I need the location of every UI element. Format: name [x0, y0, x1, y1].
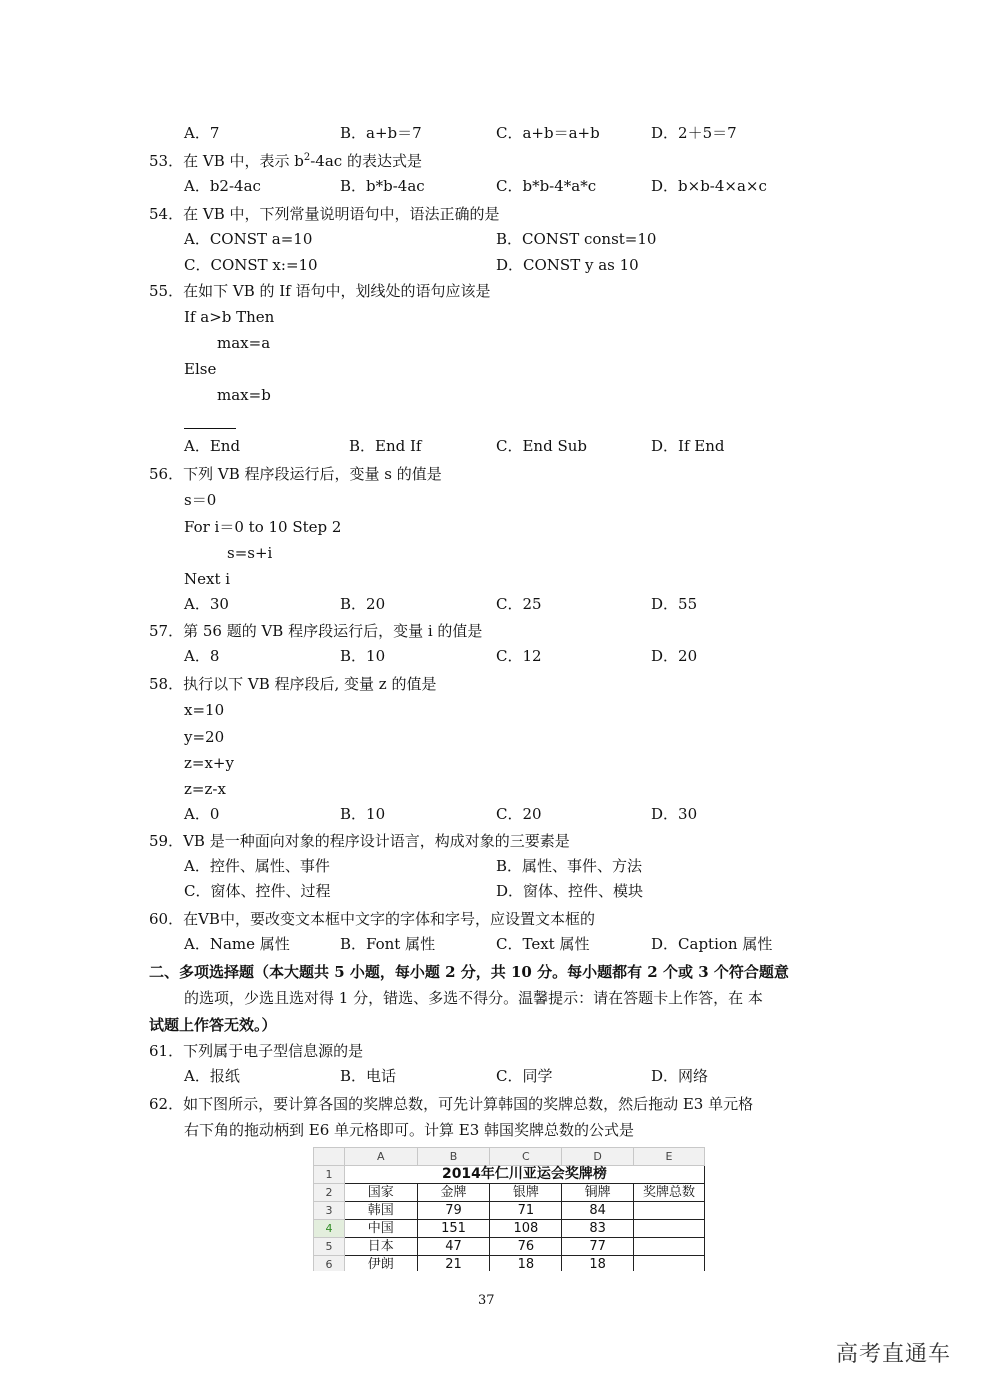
table-cell [634, 1202, 705, 1220]
q56-option-b: B．20 [340, 595, 386, 613]
q57-option-a: A．8 [184, 647, 220, 665]
sheet-title: 2014年仁川亚运会奖牌榜 [344, 1166, 704, 1184]
table-cell: 18 [562, 1256, 634, 1272]
header-cell-country: 国家 [344, 1184, 417, 1202]
q54-option-a: A．CONST a=10 [184, 230, 313, 248]
q59-option-a: A．控件、属性、事件 [184, 857, 330, 875]
q62-stem: 62．如下图所示，要计算各国的奖牌总数，可先计算韩国的奖牌总数，然后拖动 E3 单元格 [149, 1095, 754, 1113]
table-row [314, 1220, 705, 1238]
q56-option-d: D．55 [651, 595, 698, 613]
column-header-e: E [634, 1148, 705, 1166]
q52-option-c: C．a+b＝a+b [496, 124, 600, 142]
table-cell: 18 [490, 1256, 562, 1272]
table-cell: 76 [490, 1238, 562, 1256]
section2-heading: 二、多项选择题（本大题共 5 小题，每小题 2 分，共 10 分。每小题都有 2 个或 3 个符合题意 [149, 963, 789, 981]
q60-option-b: B．Font 属性 [340, 935, 436, 953]
table-cell: 韩国 [344, 1202, 417, 1220]
q58-code-line: z=z-x [184, 780, 226, 798]
q59-option-c: C．窗体、控件、过程 [184, 882, 331, 900]
q56-code-line: s＝0 [184, 491, 217, 509]
q61-option-d: D．网络 [651, 1067, 709, 1085]
table-cell [634, 1220, 705, 1238]
q56-option-a: A．30 [184, 595, 229, 613]
q58-option-b: B．10 [340, 805, 386, 823]
table-cell: 108 [490, 1220, 562, 1238]
column-header-b: B [417, 1148, 490, 1166]
medal-table-spreadsheet [313, 1147, 705, 1271]
q55-option-d: D．If End [651, 437, 725, 455]
row-number: 1 [314, 1166, 345, 1184]
header-cell-bronze: 铜牌 [562, 1184, 634, 1202]
q55-option-b: B．End If [349, 437, 422, 455]
q55-code-line: Else [184, 360, 217, 378]
q57-option-d: D．20 [651, 647, 698, 665]
row-number: 6 [314, 1256, 345, 1272]
column-header-row [314, 1148, 705, 1166]
q61-option-a: A．报纸 [184, 1067, 240, 1085]
spreadsheet-grid [313, 1147, 705, 1271]
q52-option-b: B．a+b＝7 [340, 124, 422, 142]
table-cell: 79 [417, 1202, 490, 1220]
q55-code-line: max=b [217, 386, 271, 404]
q55-code-line: If a>b Then [184, 308, 275, 326]
column-header-d: D [562, 1148, 634, 1166]
table-row [314, 1202, 705, 1220]
q58-option-c: C．20 [496, 805, 542, 823]
section2-text: 试题上作答无效。） [149, 1016, 277, 1034]
q53-option-c: C．b*b-4*a*c [496, 177, 597, 195]
q59-stem: 59．VB 是一种面向对象的程序设计语言，构成对象的三要素是 [149, 832, 570, 850]
q59-option-d: D．窗体、控件、模块 [496, 882, 644, 900]
column-header-a: A [344, 1148, 417, 1166]
q53-option-a: A．b2-4ac [184, 177, 261, 195]
table-row [314, 1238, 705, 1256]
table-cell: 伊朗 [344, 1256, 417, 1272]
q60-option-d: D．Caption 属性 [651, 935, 773, 953]
q55-option-a: A．End [184, 437, 241, 455]
q56-code-line: s=s+i [227, 544, 273, 562]
q54-option-d: D．CONST y as 10 [496, 256, 639, 274]
q58-code-line: x=10 [184, 701, 225, 719]
table-cell: 21 [417, 1256, 490, 1272]
q61-option-b: B．电话 [340, 1067, 397, 1085]
table-cell: 151 [417, 1220, 490, 1238]
table-cell: 71 [490, 1202, 562, 1220]
q57-stem: 57．第 56 题的 VB 程序段运行后，变量 i 的值是 [149, 622, 483, 640]
table-cell: 47 [417, 1238, 490, 1256]
q62-stem: 右下角的拖动柄到 E6 单元格即可。计算 E3 韩国奖牌总数的公式是 [184, 1121, 635, 1139]
q53-stem: 53．在 VB 中，表示 $b^2-4ac$ 的表达式是 [149, 152, 422, 170]
q55-option-c: C．End Sub [496, 437, 587, 455]
header-cell-gold: 金牌 [417, 1184, 490, 1202]
row-number: 3 [314, 1202, 345, 1220]
row-number: 2 [314, 1184, 345, 1202]
q56-code-line: For i＝0 to 10 Step 2 [184, 518, 342, 536]
table-cell: 中国 [344, 1220, 417, 1238]
table-cell: 84 [562, 1202, 634, 1220]
q57-option-c: C．12 [496, 647, 542, 665]
q52-option-a: A．7 [184, 124, 220, 142]
column-header-c: C [490, 1148, 562, 1166]
q54-option-c: C．CONST x:=10 [184, 256, 318, 274]
header-cell-total: 奖牌总数 [634, 1184, 705, 1202]
q58-stem: 58．执行以下 VB 程序段后, 变量 z 的值是 [149, 675, 437, 693]
page-number: 37 [478, 1293, 495, 1308]
table-row [314, 1256, 705, 1272]
q60-option-c: C．Text 属性 [496, 935, 590, 953]
corner-cell [314, 1148, 345, 1166]
table-row [314, 1166, 705, 1184]
q60-option-a: A．Name 属性 [184, 935, 290, 953]
row-number-selected: 4 [314, 1220, 345, 1238]
q56-stem: 56．下列 VB 程序段运行后，变量 s 的值是 [149, 465, 442, 483]
row-number: 5 [314, 1238, 345, 1256]
q56-option-c: C．25 [496, 595, 542, 613]
q52-option-d: D．2＋5＝7 [651, 124, 737, 142]
q61-stem: 61．下列属于电子型信息源的是 [149, 1042, 364, 1060]
q57-option-b: B．10 [340, 647, 386, 665]
q55-code-line: max=a [217, 334, 271, 352]
q60-stem: 60．在VB中，要改变文本框中文字的字体和字号，应设置文本框的 [149, 910, 595, 928]
table-cell: 83 [562, 1220, 634, 1238]
q54-stem: 54．在 VB 中，下列常量说明语句中，语法正确的是 [149, 205, 500, 223]
table-row [314, 1184, 705, 1202]
table-cell: 日本 [344, 1238, 417, 1256]
q61-option-c: C．同学 [496, 1067, 553, 1085]
table-cell [634, 1238, 705, 1256]
q53-option-d: D．b×b-4×a×c [651, 177, 767, 195]
q58-option-a: A．0 [184, 805, 220, 823]
q55-stem: 55．在如下 VB 的 If 语句中，划线处的语句应该是 [149, 282, 491, 300]
header-cell-silver: 银牌 [490, 1184, 562, 1202]
q56-code-line: Next i [184, 570, 231, 588]
q54-option-b: B．CONST const=10 [496, 230, 657, 248]
q59-option-b: B．属性、事件、方法 [496, 857, 643, 875]
table-cell [634, 1256, 705, 1272]
q58-code-line: y=20 [184, 728, 225, 746]
q55-blank-line [184, 428, 236, 429]
table-cell: 77 [562, 1238, 634, 1256]
watermark-logo-text: 高考直通车 [836, 1342, 952, 1367]
section2-text: 的选项，少选且选对得 1 分，错选、多选不得分。温馨提示：请在答题卡上作答，在 本 [184, 989, 763, 1007]
q58-option-d: D．30 [651, 805, 698, 823]
q53-option-b: B．b*b-4ac [340, 177, 425, 195]
q58-code-line: z=x+y [184, 754, 234, 772]
